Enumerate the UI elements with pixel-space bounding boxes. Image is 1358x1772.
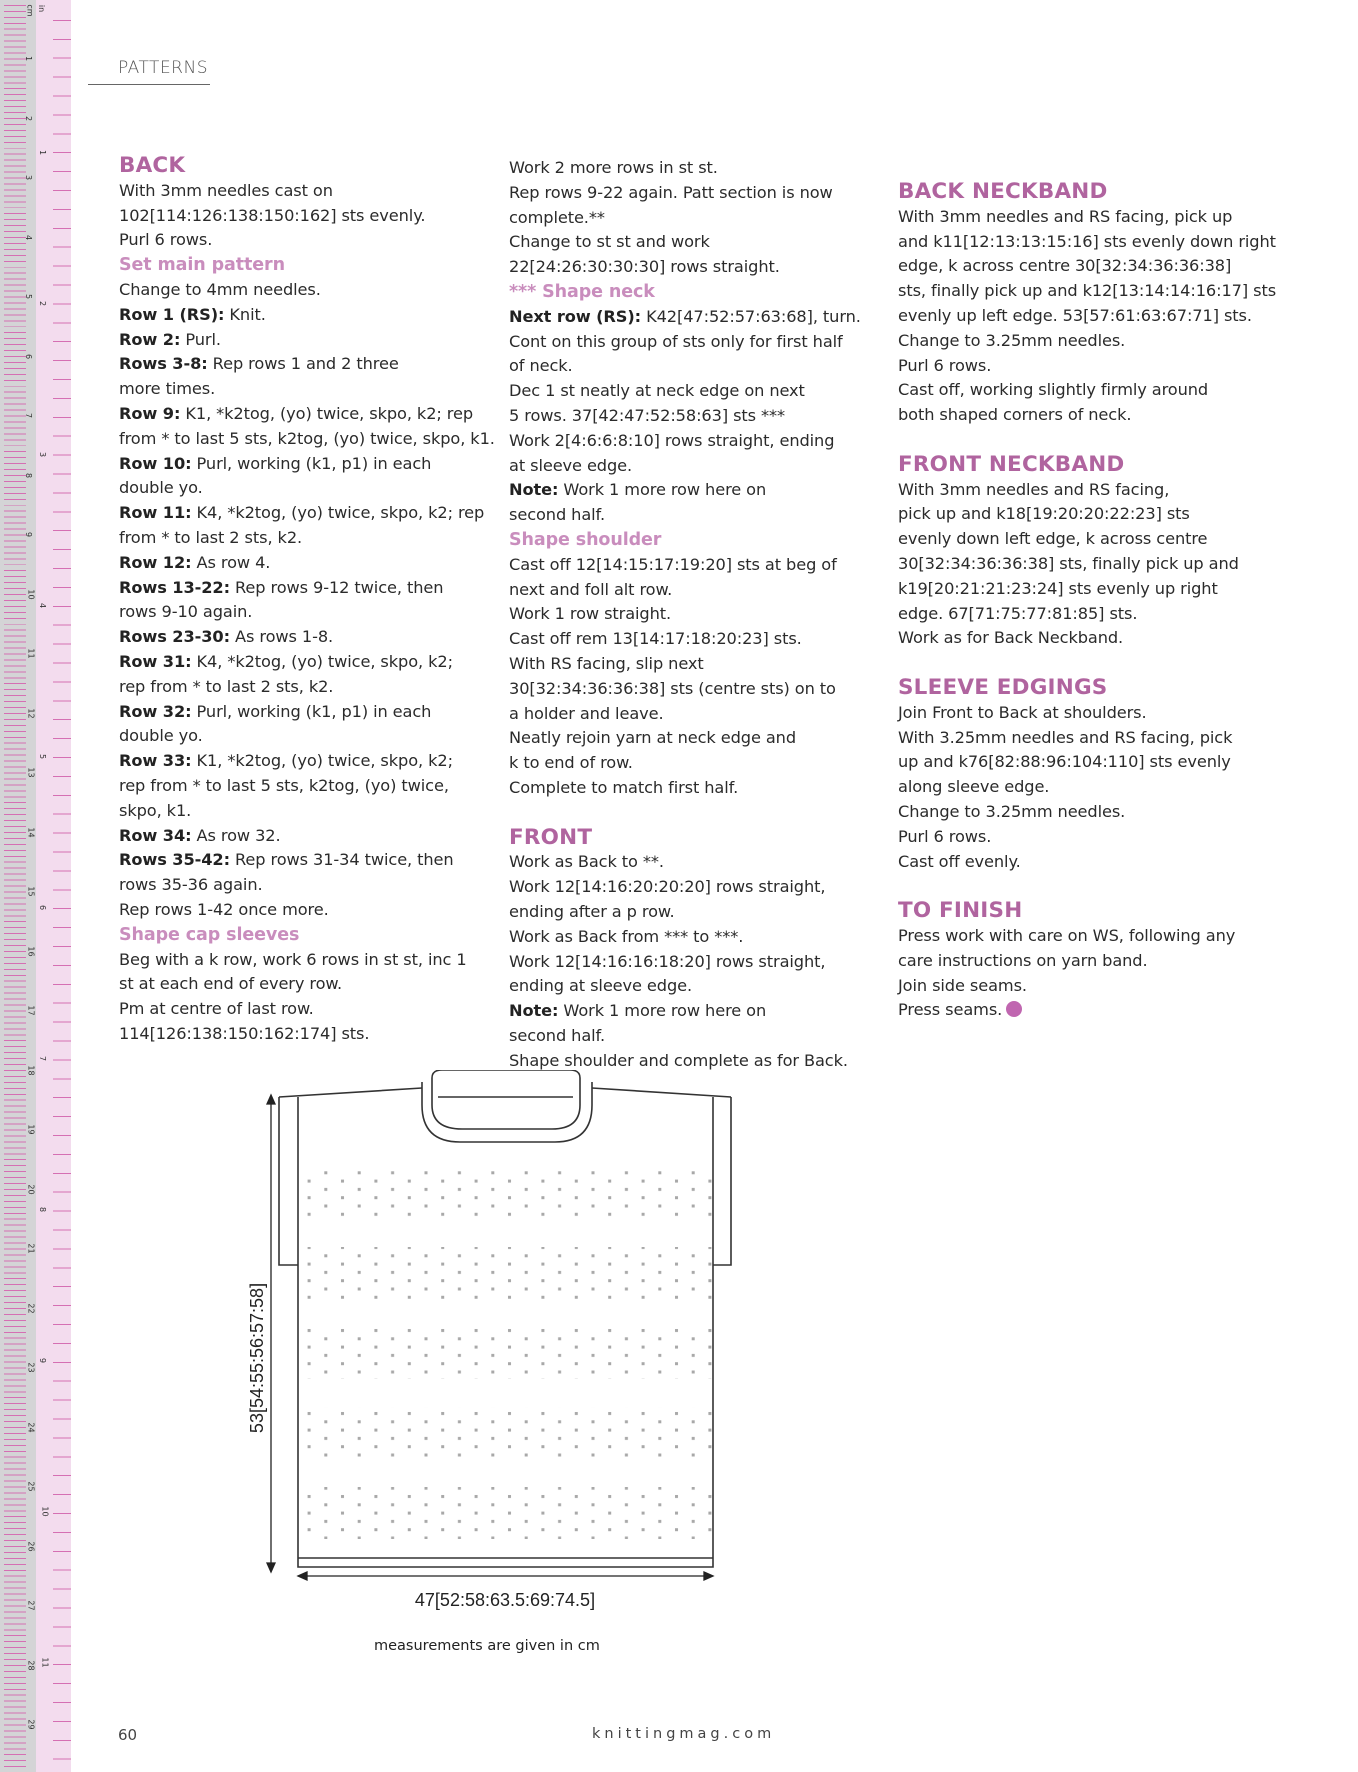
instruction-line [509, 627, 889, 652]
instruction-line [119, 377, 499, 402]
ruler-number: 16 [26, 945, 36, 957]
instruction-line [119, 303, 499, 328]
row-label: Row 12: [119, 552, 192, 572]
line-text: evenly down left edge, k across centre [898, 529, 1208, 549]
line-text: Join side seams. [898, 975, 1027, 995]
line-text: st at each end of every row. [119, 974, 343, 994]
line-text: Work 1 more row here on [558, 1001, 767, 1021]
instruction-line [898, 949, 1278, 974]
ruler-number: 3 [24, 174, 34, 181]
line-text: rows 35-36 again. [119, 875, 263, 895]
instruction-line [898, 602, 1278, 627]
instruction-line [509, 454, 889, 479]
instruction-line [509, 156, 889, 181]
diagram-caption: measurements are given in cm [374, 1638, 600, 1654]
line-text: k to end of row. [509, 753, 633, 773]
spacer [509, 801, 889, 826]
ruler-number: 6 [24, 353, 34, 359]
line-text: both shaped corners of neck. [898, 405, 1132, 425]
instruction-line [119, 774, 499, 799]
instruction-line [898, 354, 1278, 379]
spacer [898, 874, 1278, 899]
line-text: Rep rows 31-34 twice, then [229, 850, 454, 870]
instruction-line [119, 576, 499, 601]
instruction-line [509, 404, 889, 429]
line-text: K4, *k2tog, (yo) twice, skpo, k2; [191, 651, 453, 671]
line-text: double yo. [119, 726, 203, 746]
instruction-line [119, 476, 499, 501]
instruction-line [119, 749, 499, 774]
ruler-number: 19 [26, 1124, 36, 1135]
line-text: Change to 3.25mm needles. [898, 801, 1126, 821]
line-text: Shape shoulder and complete as for Back. [509, 1050, 848, 1070]
line-text: k19[20:21:21:23:24] sts evenly up right [898, 578, 1218, 598]
line-text: ending after a p row. [509, 901, 675, 921]
line-text: next and foll alt row. [509, 579, 673, 599]
line-text: FRONT [509, 824, 593, 850]
instruction-line [898, 279, 1278, 304]
line-text: a holder and leave. [509, 703, 664, 723]
line-text: 114[126:138:150:162:174] sts. [119, 1023, 370, 1043]
ruler-number: 2 [24, 115, 34, 121]
ruler-number: cm [25, 4, 35, 17]
line-text: With 3.25mm needles and RS facing, pick [898, 727, 1233, 747]
line-text: rep from * to last 5 sts, k2tog, (yo) twice, [119, 775, 449, 795]
line-text: of neck. [509, 356, 573, 376]
instruction-line [119, 228, 499, 253]
ruler-number: 3 [38, 451, 48, 458]
instruction-line [898, 527, 1278, 552]
instruction-line [509, 578, 889, 603]
ruler-number: 10 [26, 588, 36, 600]
row-label: Rows 23-30: [119, 627, 230, 647]
line-text: rows 9-10 again. [119, 602, 253, 622]
instruction-line [898, 329, 1278, 354]
instruction-line [898, 825, 1278, 850]
line-text: complete.** [509, 207, 605, 227]
instruction-line [509, 478, 889, 503]
instruction-line [119, 1022, 499, 1047]
row-label: Row 32: [119, 701, 192, 721]
instruction-line [509, 230, 889, 255]
section-heading [898, 899, 1278, 924]
line-text: Beg with a k row, work 6 rows in st st, inc 1 [119, 949, 467, 969]
row-label: Next row (RS): [509, 306, 642, 326]
ruler-number: 5 [38, 753, 48, 760]
line-text: Dec 1 st neatly at neck edge on next [509, 381, 805, 401]
website-footer[interactable]: knittingmag.com [592, 1726, 776, 1742]
instruction-line [898, 800, 1278, 825]
section-heading [898, 676, 1278, 701]
line-text: Work as Back from *** to ***. [509, 926, 744, 946]
ruler-number: 11 [26, 648, 36, 659]
instruction-line [509, 702, 889, 727]
instruction-line [898, 998, 1278, 1023]
spacer [898, 651, 1278, 676]
line-text: As row 4. [191, 552, 271, 572]
line-text: Work as for Back Neckband. [898, 628, 1124, 648]
line-text: Cont on this group of sts only for first half [509, 331, 843, 351]
eyelet-bands [299, 1167, 712, 1539]
line-text: Purl 6 rows. [119, 230, 213, 250]
line-text: edge. 67[71:75:77:81:85] sts. [898, 603, 1138, 623]
instruction-line [898, 378, 1278, 403]
instruction-line [509, 776, 889, 801]
subheading [119, 923, 499, 948]
instruction-line [898, 701, 1278, 726]
instruction-line [119, 278, 499, 303]
instruction-line [509, 206, 889, 231]
section-heading [119, 154, 499, 179]
length-label: 53[54:55:56:57:58] [247, 1282, 267, 1434]
line-text: Change to 4mm needles. [119, 279, 321, 299]
line-text: Purl. [180, 329, 221, 349]
instruction-line [509, 354, 889, 379]
ruler-number: 5 [24, 293, 34, 300]
row-label: Note: [509, 1001, 559, 1021]
ruler-number: 10 [40, 1506, 50, 1517]
section-heading [898, 180, 1278, 205]
line-text: Work 2 more rows in st st. [509, 158, 718, 177]
instruction-line [509, 602, 889, 627]
line-text: Rep rows 1 and 2 three [207, 354, 399, 374]
subheading [509, 528, 889, 553]
line-text: BACK [119, 153, 186, 178]
instruction-line [509, 181, 889, 206]
instruction-line [509, 379, 889, 404]
ruler-number: 7 [38, 1055, 48, 1062]
row-label: Rows 35-42: [119, 850, 230, 870]
instruction-line [119, 650, 499, 675]
line-text: Cast off evenly. [898, 851, 1021, 871]
line-text: evenly up left edge. 53[57:61:63:67:71] sts. [898, 305, 1252, 325]
instruction-line [509, 850, 889, 875]
ruler-number: 13 [26, 767, 36, 778]
instruction-line [898, 850, 1278, 875]
line-text: Purl, working (k1, p1) in each [191, 453, 432, 473]
instruction-line [119, 948, 499, 973]
ruler-number: 11 [40, 1657, 50, 1668]
column-1 [119, 154, 499, 1047]
instruction-line [509, 255, 889, 280]
line-text: skpo, k1. [119, 800, 192, 820]
line-text: Cast off rem 13[14:17:18:20:23] sts. [509, 629, 802, 649]
instruction-line [119, 873, 499, 898]
line-text: ending at sleeve edge. [509, 976, 693, 996]
ruler-number: 2 [38, 300, 48, 307]
instruction-line [119, 501, 499, 526]
instruction-line [509, 875, 889, 900]
line-text: With RS facing, slip next [509, 653, 704, 673]
ruler-number: 28 [26, 1659, 36, 1671]
line-text: Work 1 row straight. [509, 604, 672, 624]
line-text: more times. [119, 379, 216, 399]
line-text: With 3mm needles and RS facing, [898, 479, 1170, 499]
line-text: from * to last 5 sts, k2tog, (yo) twice, skpo, k1. [119, 428, 495, 448]
line-text: Rep rows 9-12 twice, then [229, 577, 444, 597]
ruler-number: 14 [26, 826, 36, 838]
line-text: Cast off 12[14:15:17:19:20] sts at beg of [509, 554, 837, 574]
line-text: 5 rows. 37[42:47:52:58:63] sts *** [509, 405, 786, 425]
ruler-number: 29 [26, 1719, 36, 1730]
instruction-line [119, 625, 499, 650]
line-text: rep from * to last 2 sts, k2. [119, 676, 334, 696]
line-text: 30[32:34:36:36:38] sts, finally pick up and [898, 553, 1239, 573]
instruction-line [898, 478, 1278, 503]
instruction-line [898, 205, 1278, 230]
line-text: K1, *k2tog, (yo) twice, skpo, k2; rep [180, 403, 474, 423]
line-text: Cast off, working slightly firmly around [898, 380, 1209, 400]
ruler-number: 8 [38, 1206, 48, 1213]
instruction-line [119, 675, 499, 700]
line-text: K1, *k2tog, (yo) twice, skpo, k2; [191, 751, 453, 771]
line-text: Work 12[14:16:16:18:20] rows straight, [509, 951, 826, 971]
instruction-line [119, 600, 499, 625]
instruction-line [509, 925, 889, 950]
line-text: K4, *k2tog, (yo) twice, skpo, k2; rep [191, 503, 485, 523]
ruler-number: 9 [38, 1357, 48, 1364]
column-2 [509, 156, 889, 1073]
column-3 [898, 180, 1278, 1023]
line-text: Work 2[4:6:6:8:10] rows straight, ending [509, 430, 835, 450]
line-text: Work as Back to **. [509, 852, 664, 872]
section-label: PATTERNS [118, 58, 209, 78]
line-text: Purl, working (k1, p1) in each [191, 701, 432, 721]
instruction-line [509, 677, 889, 702]
line-text: Change to 3.25mm needles. [898, 330, 1126, 350]
line-text: Purl 6 rows. [898, 826, 992, 846]
line-text: edge, k across centre 30[32:34:36:36:38] [898, 256, 1232, 276]
line-text: up and k76[82:88:96:104:110] sts evenly [898, 752, 1231, 772]
instruction-line [119, 700, 499, 725]
ruler-number: 25 [26, 1481, 36, 1492]
row-label: Row 10: [119, 453, 192, 473]
ruler-number: 1 [38, 149, 48, 156]
line-text: Complete to match first half. [509, 777, 739, 797]
instruction-line [509, 999, 889, 1024]
spacer [898, 428, 1278, 453]
instruction-line [119, 972, 499, 997]
ruler-number: 4 [38, 602, 48, 609]
instruction-line [119, 427, 499, 452]
line-text: Rep rows 1-42 once more. [119, 899, 329, 919]
instruction-line [898, 726, 1278, 751]
instruction-line [119, 898, 499, 923]
line-text: Neatly rejoin yarn at neck edge and [509, 728, 797, 748]
instruction-line [119, 724, 499, 749]
instruction-line [898, 230, 1278, 255]
garment-schematic [220, 1070, 760, 1630]
instruction-line [509, 429, 889, 454]
instruction-line [898, 254, 1278, 279]
section-heading [509, 826, 889, 851]
instruction-line [898, 775, 1278, 800]
length-arrow [267, 1095, 275, 1572]
end-mark-icon [1006, 1001, 1022, 1017]
line-text: Pm at centre of last row. [119, 999, 314, 1019]
line-text: 22[24:26:30:30:30] rows straight. [509, 257, 780, 277]
instruction-line [898, 577, 1278, 602]
line-text: Purl 6 rows. [898, 355, 992, 375]
line-text: double yo. [119, 478, 203, 498]
ruler-number: 15 [26, 886, 36, 897]
line-text: *** Shape neck [509, 281, 655, 302]
instruction-line [898, 502, 1278, 527]
line-text: 102[114:126:138:150:162] sts evenly. [119, 205, 426, 225]
row-label: Row 11: [119, 503, 192, 523]
instruction-line [898, 304, 1278, 329]
line-text: TO FINISH [898, 898, 1023, 924]
instruction-line [119, 551, 499, 576]
instruction-line [119, 452, 499, 477]
line-text: at sleeve edge. [509, 455, 633, 475]
row-label: Row 33: [119, 751, 192, 771]
ruler-number: 26 [26, 1540, 36, 1552]
line-text: With 3mm needles cast on [119, 180, 333, 200]
ruler-number: 20 [26, 1183, 36, 1195]
instruction-line [119, 179, 499, 204]
instruction-line [509, 726, 889, 751]
line-text: Set main pattern [119, 255, 285, 276]
page-number: 60 [118, 1726, 138, 1744]
line-text: Shape shoulder [509, 529, 662, 550]
ruler-number: in [37, 4, 47, 13]
line-text: second half. [509, 1025, 606, 1045]
line-text: along sleeve edge. [898, 777, 1050, 797]
instruction-line [119, 204, 499, 229]
line-text: Change to st st and work [509, 232, 710, 252]
instruction-line [898, 403, 1278, 428]
instruction-line [119, 352, 499, 377]
ruler-number: 8 [24, 472, 34, 478]
instruction-line [509, 751, 889, 776]
line-text: care instructions on yarn band. [898, 950, 1148, 970]
line-text: With 3mm needles and RS facing, pick up [898, 206, 1233, 226]
instruction-line [509, 553, 889, 578]
ruler-number: 27 [26, 1600, 36, 1611]
ruler-number: 21 [26, 1243, 36, 1254]
ruler-number: 1 [24, 55, 34, 62]
ruler-number: 12 [26, 707, 36, 719]
subheading [509, 280, 889, 305]
line-text: Rep rows 9-22 again. Patt section is now [509, 182, 833, 202]
ruler-number: 17 [26, 1005, 36, 1016]
line-text: and k11[12:13:13:15:16] sts evenly down right [898, 231, 1276, 251]
row-label: Rows 13-22: [119, 577, 230, 597]
line-text: K42[47:52:57:63:68], turn. [641, 306, 861, 326]
line-text: Join Front to Back at shoulders. [898, 702, 1147, 722]
instruction-line [898, 750, 1278, 775]
instruction-line [898, 974, 1278, 999]
line-text: 30[32:34:36:36:38] sts (centre sts) on to [509, 678, 836, 698]
line-text: Press seams. [898, 1000, 1003, 1020]
ruler-number: 23 [26, 1362, 36, 1373]
line-text: SLEEVE EDGINGS [898, 674, 1108, 700]
instruction-line [509, 974, 889, 999]
instruction-line [119, 402, 499, 427]
line-text: FRONT NECKBAND [898, 451, 1125, 477]
width-label: 47[52:58:63.5:69:74.5] [414, 1590, 596, 1610]
row-label: Rows 3-8: [119, 354, 208, 374]
instruction-line [509, 900, 889, 925]
line-text: second half. [509, 505, 606, 525]
instruction-line [898, 552, 1278, 577]
instruction-line [119, 526, 499, 551]
instruction-line [119, 328, 499, 353]
instruction-line [119, 848, 499, 873]
section-rule [88, 84, 210, 85]
instruction-line [119, 799, 499, 824]
width-arrow [298, 1572, 713, 1580]
line-text: As rows 1-8. [229, 627, 334, 647]
line-text: sts, finally pick up and k12[13:14:14:16:17] sts [898, 281, 1277, 301]
instruction-line [509, 503, 889, 528]
instruction-line [119, 997, 499, 1022]
instruction-line [119, 824, 499, 849]
instruction-line [509, 950, 889, 975]
line-text: pick up and k18[19:20:20:22:23] sts [898, 504, 1190, 524]
subheading [119, 253, 499, 278]
line-text: Work 1 more row here on [558, 480, 767, 500]
row-label: Row 2: [119, 329, 181, 349]
ruler-number: 24 [26, 1421, 36, 1433]
row-label: Note: [509, 480, 559, 500]
instruction-line [898, 626, 1278, 651]
ruler-number: 4 [24, 234, 34, 240]
ruler-number: 22 [26, 1302, 36, 1314]
instruction-line [509, 330, 889, 355]
ruler-number: 18 [26, 1064, 36, 1076]
row-label: Row 1 (RS): [119, 304, 225, 324]
instruction-line [509, 305, 889, 330]
row-label: Row 9: [119, 403, 181, 423]
row-label: Row 34: [119, 825, 192, 845]
instruction-line [509, 652, 889, 677]
ruler-number: 9 [24, 531, 34, 538]
ruler-number: 6 [38, 904, 48, 911]
line-text: from * to last 2 sts, k2. [119, 527, 303, 547]
row-label: Row 31: [119, 651, 192, 671]
line-text: Work 12[14:16:20:20:20] rows straight, [509, 877, 826, 897]
line-text: Press work with care on WS, following any [898, 925, 1236, 945]
ruler-number: 7 [24, 412, 34, 419]
instruction-line [898, 924, 1278, 949]
line-text: As row 32. [191, 825, 281, 845]
line-text: Knit. [224, 304, 266, 324]
line-text: BACK NECKBAND [898, 179, 1108, 204]
line-text: Shape cap sleeves [119, 924, 300, 945]
instruction-line [509, 1024, 889, 1049]
section-heading [898, 453, 1278, 478]
